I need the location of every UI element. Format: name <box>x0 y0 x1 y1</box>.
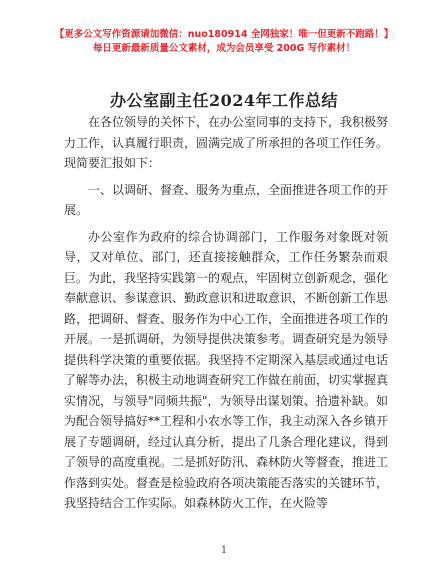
promo-banner-line-1: 【更多公文写作资源请加微信：nuo180914 全网独家！唯一但更新不跑路！】 <box>54 29 394 40</box>
promo-banner-line-2: 每日更新最新质量公文素材，成为会员享受 200G 写作素材！ <box>92 43 356 54</box>
document-body <box>64 112 388 514</box>
intro-paragraph: 在各位领导的关怀下，在办公室同事的支持下，我积极努力工作，认真履行职责，圆满完成了所承担的各项工作任务。现简要汇报如下： <box>64 115 389 170</box>
document-title: 办公室副主任2024年工作总结 <box>109 91 339 110</box>
page-number: 1 <box>220 545 228 556</box>
section-heading: 一、以调研、督查、服务为重点，全面推进各项工作的开展。 <box>64 182 389 217</box>
body-paragraph: 办公室作为政府的综合协调部门，工作服务对象既对领导，又对单位、部门，还直接接触群众，工作任务繁杂而艰巨。为此，我坚持实践第一的观点，牢固树立创新观念，强化奉献意识、参谋意识、勤政意识和进取意识，不断创新工作思路，把调研、督查、服务作为中心工作，全面推进各项工作的开展。一是抓调研，为领导提供决策参考。调查研究是为领导提供科学决策的重要依据。我坚持不定期深入基层或通过电话了解等办法，积极主动地调查研究工作做在前面，切实掌握真实情况，与领导"同频共振"，为领导出谋划策、拾遗补缺。如为配合领导搞好**工程和小农水等工作，我主动深入各乡镇开展了专题调研，经过认真分析，提出了几条合理化建议，得到了领导的高度重视。二是抓好防汛、森林防火等督查，推进工作落到实处。督查是检验政府各项决策能否落实的关键环节，我坚持结合工作实际。如森林防火工作，在火险等 <box>64 229 389 510</box>
